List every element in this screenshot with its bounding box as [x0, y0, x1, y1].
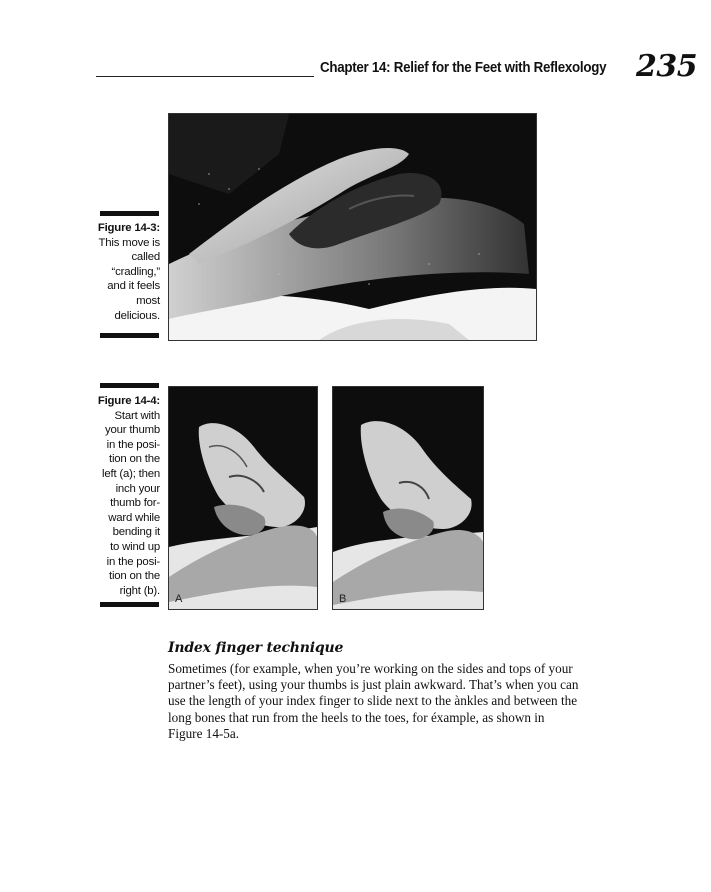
figure-14-4-photo-b — [332, 386, 484, 610]
caption-line: in the posi- — [106, 438, 160, 451]
header-rule — [96, 76, 314, 77]
body-line: use the length of your index finger to slide next to the ànkles and between the — [168, 693, 578, 709]
section-heading: Index finger technique — [168, 640, 344, 656]
body-line: Sometimes (for example, when you’re working on the sides and tops of your — [168, 661, 573, 676]
caption-line: ward while — [108, 511, 160, 524]
caption-line: tion on the — [109, 453, 160, 466]
caption-line: delicious. — [114, 309, 160, 322]
caption-line: “cradling,” — [111, 265, 160, 278]
caption-line: right (b). — [119, 584, 160, 597]
figure-14-4-caption — [96, 394, 160, 598]
caption-line: tion on the — [109, 570, 160, 583]
body-paragraph — [168, 661, 628, 742]
figure-label: Figure 14-4: — [97, 395, 160, 407]
caption-bar-top — [100, 211, 159, 216]
body-line: long bones that run from the heels to the toes, for éxample, as shown in — [168, 709, 545, 725]
caption-line: Start with — [114, 409, 160, 422]
caption-line: called — [131, 251, 160, 264]
thumb-end-photo-illustration — [333, 387, 483, 609]
body-line: partner’s feet), using your thumbs is just plain awkward. That’s when you can — [168, 677, 579, 693]
figure-14-3-caption — [96, 221, 160, 323]
page-number: 235 — [636, 49, 698, 84]
caption-line: your thumb — [105, 424, 160, 437]
caption-line: inch your — [115, 482, 160, 495]
caption-line: This move is — [98, 236, 160, 249]
cradling-photo-illustration — [169, 114, 536, 340]
thumb-start-photo-illustration — [169, 387, 317, 609]
caption-line: bending it — [112, 526, 160, 539]
caption-bar-bottom — [100, 602, 159, 607]
caption-line: left (a); then — [102, 467, 160, 480]
chapter-title: Chapter 14: Relief for the Feet with Reflexology — [320, 60, 607, 76]
caption-line: thumb for- — [110, 497, 160, 510]
caption-bar-top — [100, 383, 159, 388]
photo-label-b: B — [339, 593, 347, 605]
caption-line: and it feels — [107, 280, 160, 293]
caption-line: in the posi- — [106, 555, 160, 568]
caption-bar-bottom — [100, 333, 159, 338]
figure-14-3-photo — [168, 113, 537, 341]
figure-label: Figure 14-3: — [97, 222, 160, 234]
photo-label-a: A — [175, 593, 183, 605]
caption-line: most — [136, 294, 160, 307]
caption-line: to wind up — [110, 540, 160, 553]
body-line: Figure 14-5a. — [168, 725, 240, 741]
figure-14-4-photo-a — [168, 386, 318, 610]
